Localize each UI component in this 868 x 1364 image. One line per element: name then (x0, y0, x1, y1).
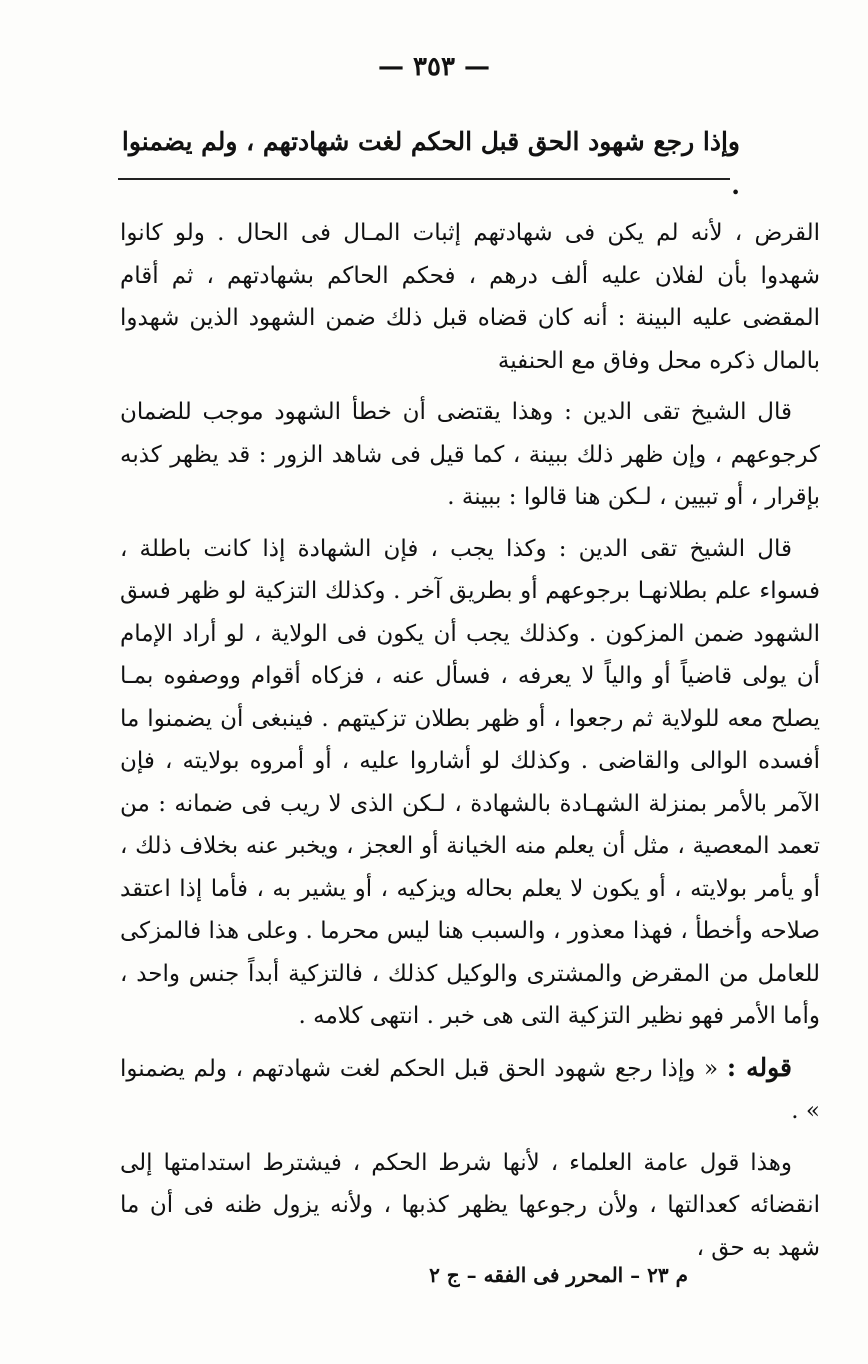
commentary-paragraph-3: قال الشيخ تقى الدين : وكذا يجب ، فإن الشهادة إذا كانت باطلة ، فسواء علم بطلانهـا برجوعهم أو بطريق آخر . وكذلك التزكية لو ظهر فسق الشهود ضمن المزكون . وكذلك يجب أن يكون فى الولاية ، لو أراد الإمام أن يولى قاضياً أو والياً لا يعرفه ، فسأل عنه ، فزكاه أقوام ووصفوه بمـا يصلح معه للولاية ثم رجعوا ، أو ظهر بطلان تزكيتهم . فينبغى أن يضمنوا ما أفسده الوالى والقاضى . وكذلك لو أشاروا عليه ، أو أمروه بولايته ، فإن الآمر بالأمر بمنزلة الشهـادة بالشهادة ، لـكن الذى لا ريب فى ضمانه : من تعمد المعصية ، مثل أن يعلم منه الخيانة أو العجز ، ويخبر عنه بخلاف ذلك ، أو يأمر بولايته ، أو يكون لا يعلم بحاله ويزكيه ، أو يشير به ، فأما إذا اعتقد صلاحه وأخطأ ، فهذا معذور ، والسبب هنا ليس محرما . وعلى هذا فالمزكى للعامل من المقرض والمشترى والوكيل كذلك ، فالتزكية أبداً جنس واحد ، وأما الأمر فهو نظير التزكية التى هى خبر . انتهى كلامه . (120, 535, 820, 1029)
matn-text: وإذا رجع شهود الحق قبل الحكم لغت شهادتهم ، ولم يضمنوا . (121, 127, 740, 200)
commentary (120, 212, 820, 1269)
separator-rule (118, 178, 730, 180)
commentary-paragraph-2: قال الشيخ تقى الدين : وهذا يقتضى أن خطأ الشهود موجب للضمان كرجوعهم ، وإن ظهر ذلك ببينة ، كما قيل فى شاهد الزور : قد يظهر كذبه بإقرار ، أو تبيين ، لـكن هنا قالوا : ببينة . (120, 399, 820, 510)
final-paragraph: وهذا قول عامة العلماء ، لأنها شرط الحكم ، فيشترط استدامتها إلى انقضائه كعدالتها ، ولأن رجوعها يظهر كذبها ، ولأنه يزول ظنه فى أن ما شهد به حق ، (120, 1149, 820, 1261)
page-footer: م ٢٣ – المحرر فى الفقه – ج ٢ (429, 1263, 688, 1287)
page-number: — ٣٥٣ — (377, 52, 491, 82)
qawluh-quote: « وإذا رجع شهود الحق قبل الحكم لغت شهادتهم ، ولم يضمنوا » . (120, 1055, 820, 1124)
commentary-paragraph-1: القرض ، لأنه لم يكن فى شهادتهم إثبات المـال فى الحال . ولو كانوا شهدوا بأن لفلان عليه ألف درهم ، فحكم الحاكم بشهادتهم ، ثم أقام المقضى عليه البينة : أنه كان قضاه قبل ذلك ضمن الشهود الذين شهدوا بالمال ذكره محل وفاق مع الحنفية (120, 220, 820, 374)
qawluh-paragraph (120, 1047, 820, 1133)
qawluh-label: قوله : (726, 1052, 793, 1082)
